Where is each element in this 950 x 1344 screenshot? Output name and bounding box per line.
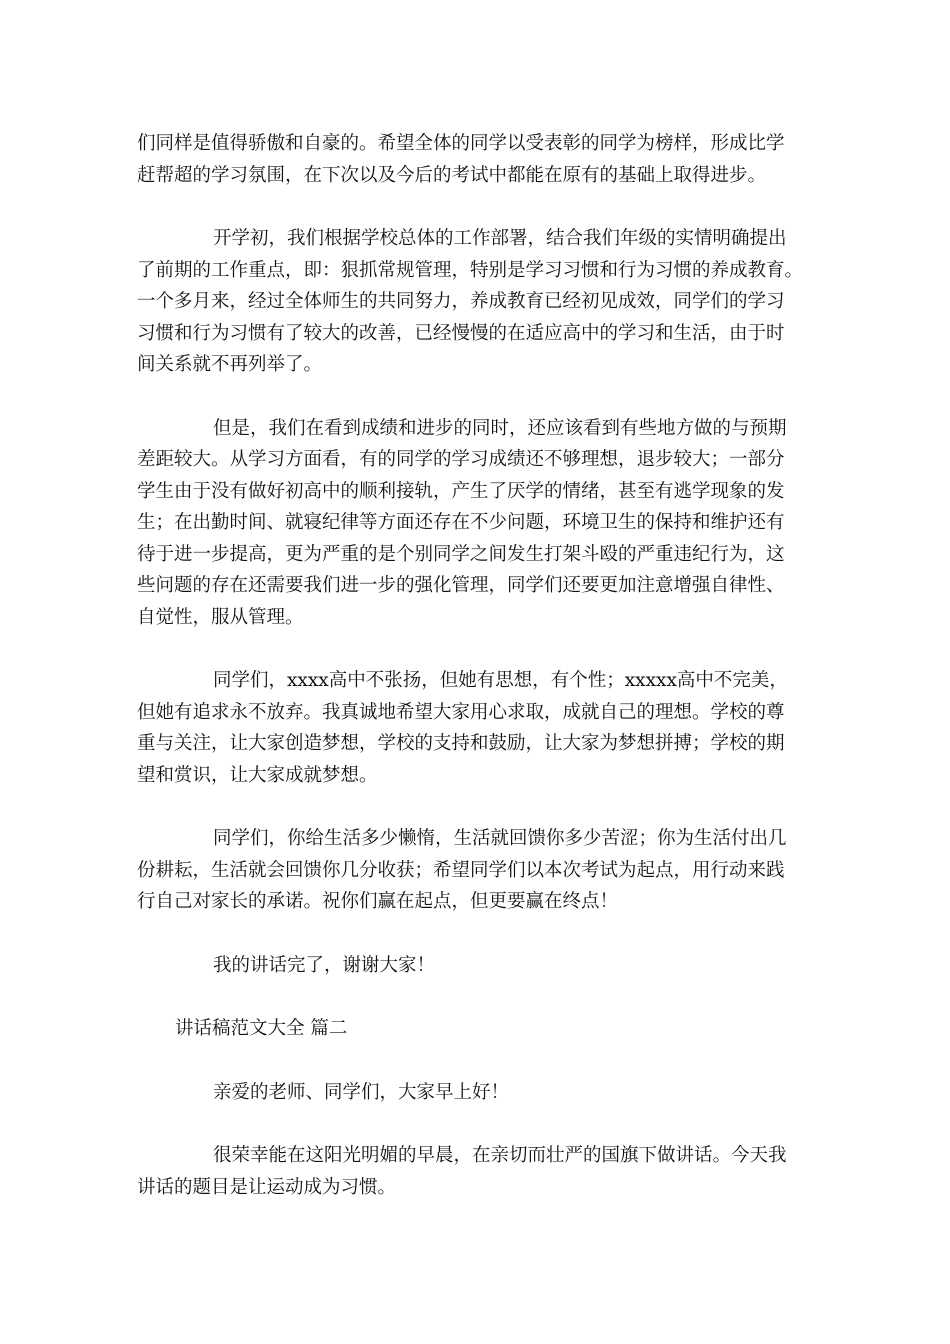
paragraph-line: 差距较大。从学习方面看，有的同学的学习成绩还不够理想，退步较大；一部分: [137, 449, 785, 470]
paragraph-line: 行自己对家长的承诺。祝你们赢在起点，但更要赢在终点！: [137, 891, 619, 912]
paragraph-line: 开学初，我们根据学校总体的工作部署，结合我们年级的实情明确提出: [213, 228, 787, 249]
paragraph-7: [137, 1077, 817, 1109]
paragraph-line: 讲话的题目是让运动成为习惯。: [137, 1176, 397, 1198]
paragraph-line: 一个多月来，经过全体师生的共同努力，养成教育已经初见成效，同学们的学习: [137, 291, 785, 312]
paragraph-line: 学生由于没有做好初高中的顺利接轨，产生了厌学的情绪，甚至有逃学现象的发: [137, 480, 785, 502]
greeting-line: 亲爱的老师、同学们，大家早上好！: [213, 1081, 510, 1103]
paragraph-2: [137, 223, 817, 381]
paragraph-line: 但她有追求永不放弃。我真诚地希望大家用心求取，成就自己的理想。学校的尊: [137, 701, 785, 723]
paragraph-line: 们同样是值得骄傲和自豪的。希望全体的同学以受表彰的同学为榜样，形成比学: [137, 133, 785, 154]
paragraph-line: 待于进一步提高，更为严重的是个别同学之间发生打架斗殴的严重违纪行为，这: [137, 543, 785, 565]
paragraph-1: [137, 128, 817, 191]
paragraph-line: 赶帮超的学习氛围，在下次以及今后的考试中都能在原有的基础上取得进步。: [137, 164, 767, 186]
paragraph-line: 了前期的工作重点，即：狠抓常规管理，特别是学习习惯和行为习惯的养成教育。: [137, 259, 804, 281]
paragraph-line: 自觉性，服从管理。: [137, 606, 304, 628]
paragraph-8: [137, 1140, 817, 1203]
section-title: 讲话稿范文大全 篇二: [175, 1018, 348, 1039]
paragraph-line: 习惯和行为习惯有了较大的改善，已经慢慢的在适应高中的学习和生活，由于时: [137, 322, 785, 344]
document-body: [137, 128, 817, 1203]
paragraph-line: 同学们，xxxx高中不张扬，但她有思想，有个性；xxxxx高中不完美，: [213, 670, 788, 691]
paragraph-line: 同学们，你给生活多少懒惰，生活就回馈你多少苦涩；你为生活付出几: [213, 828, 787, 849]
closing-line: 我的讲话完了，谢谢大家！: [213, 954, 436, 976]
paragraph-line: 生；在出勤时间、就寝纪律等方面还存在不少问题，环境卫生的保持和维护还有: [137, 512, 785, 533]
section-heading: [137, 1013, 817, 1045]
paragraph-4: [137, 665, 817, 791]
paragraph-line: 重与关注，让大家创造梦想，学校的支持和鼓励，让大家为梦想拼搏；学校的期: [137, 733, 785, 754]
paragraph-5: [137, 823, 817, 918]
paragraph-6: [137, 950, 817, 982]
paragraph-line: 间关系就不再列举了。: [137, 354, 323, 375]
paragraph-3: [137, 413, 817, 634]
paragraph-line: 份耕耘，生活就会回馈你几分收获；希望同学们以本次考试为起点，用行动来践: [137, 859, 785, 881]
paragraph-line: 但是，我们在看到成绩和进步的同时，还应该看到有些地方做的与预期: [213, 417, 787, 439]
paragraph-line: 望和赏识，让大家成就梦想。: [137, 764, 378, 786]
paragraph-line: 很荣幸能在这阳光明媚的早晨，在亲切而壮严的国旗下做讲话。今天我: [213, 1145, 787, 1166]
paragraph-line: 些问题的存在还需要我们进一步的强化管理，同学们还要更加注意增强自律性、: [137, 575, 785, 596]
